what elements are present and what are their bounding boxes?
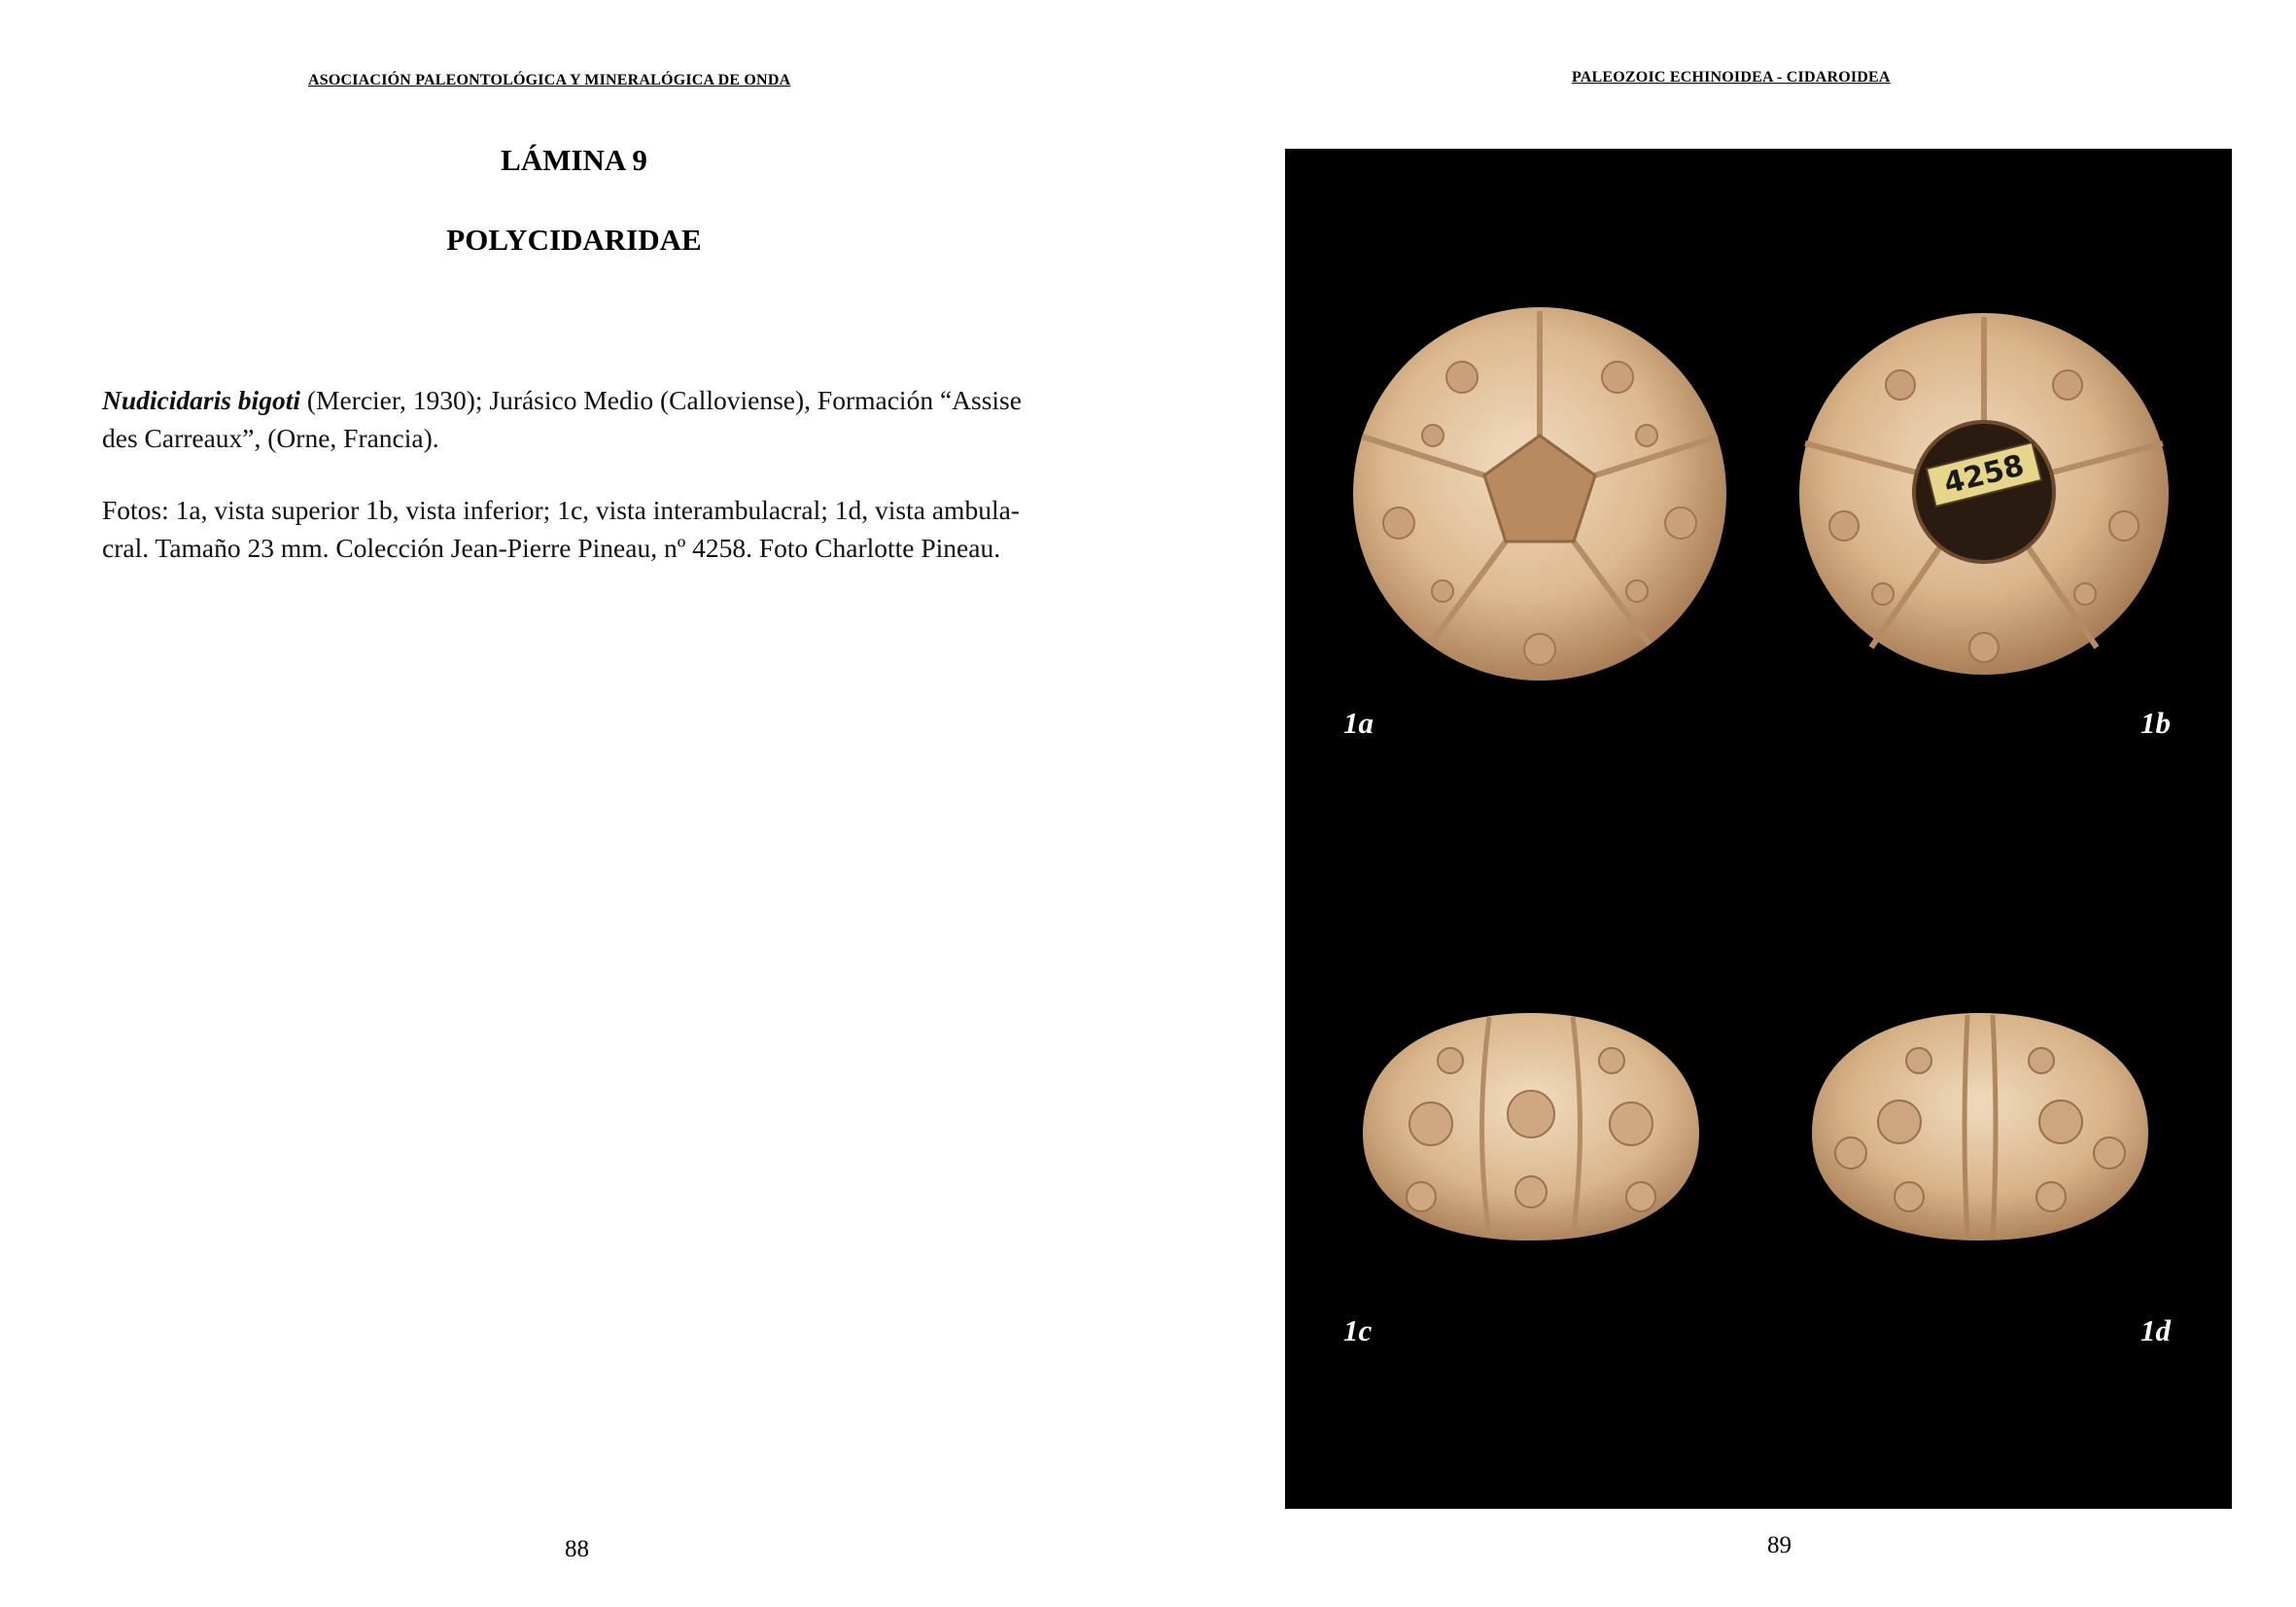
- species-description-line-1: [102, 381, 1152, 419]
- test-body: [1812, 1013, 2148, 1240]
- right-page: [1148, 0, 2296, 1607]
- figure-label-1a: 1a: [1343, 706, 1374, 740]
- running-head-left: ASOCIACIÓN PALEONTOLÓGICA Y MINERALÓGICA DE ONDA: [308, 72, 791, 88]
- species-description: [102, 381, 1152, 457]
- specimen-1d-ambulacral-view: [1792, 1007, 2168, 1245]
- photo-caption-line-1: Fotos: 1a, vista superior 1b, vista inferior; 1c, vista interambulacral; 1d, vista ambula-: [102, 495, 1020, 525]
- collection-label-text: 4258: [1940, 448, 2028, 502]
- plate-number-title: LÁMINA 9: [501, 143, 647, 177]
- figure-label-1b: 1b: [2140, 706, 2171, 740]
- page-number-left: 88: [565, 1536, 589, 1562]
- page-number-right: 89: [1767, 1532, 1792, 1558]
- figure-label-1c: 1c: [1343, 1313, 1373, 1347]
- species-description-line-2: des Carreaux”, (Orne, Francia).: [102, 423, 439, 453]
- running-head-right: PALEOZOIC ECHINOIDEA - CIDAROIDEA: [1572, 69, 1891, 86]
- family-title: POLYCIDARIDAE: [446, 223, 702, 257]
- specimen-1b-inferior-view: [1793, 307, 2174, 681]
- species-citation: (Mercier, 1930); Jurásico Medio (Calloviense), Formación “Assise: [299, 385, 1022, 415]
- specimen-1a-superior-view: [1345, 299, 1734, 688]
- species-name: Nudicidaris bigoti: [102, 385, 300, 415]
- photo-caption: [102, 491, 1152, 567]
- figure-label-1d: 1d: [2140, 1313, 2171, 1347]
- photo-caption-line-2: cral. Tamaño 23 mm. Colección Jean-Pierre Pineau, nº 4258. Foto Charlotte Pineau.: [102, 533, 1001, 563]
- plate-photograph: [1285, 149, 2232, 1509]
- specimen-1c-interambulacral-view: [1343, 1007, 1719, 1245]
